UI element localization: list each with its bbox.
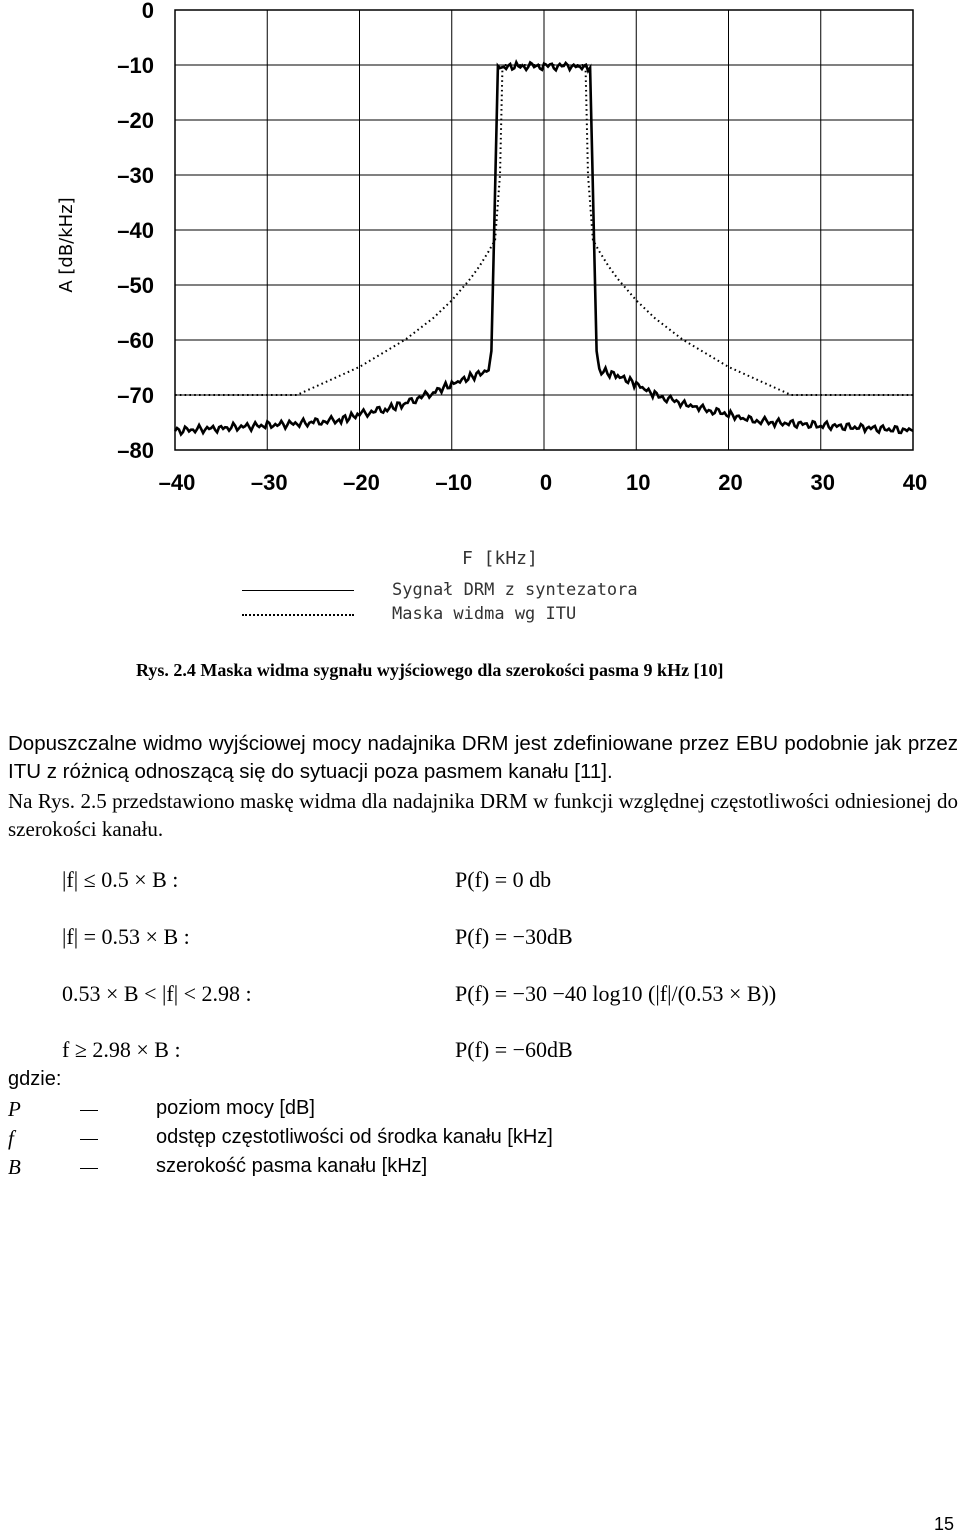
- y-tick-label: –30: [117, 163, 154, 188]
- legend-item-itu: [230, 604, 690, 626]
- equation-3-result: P(f) = −30 −40 log10 (|f|/(0.53 × B)): [455, 981, 777, 1006]
- x-tick-labels: [159, 470, 928, 495]
- definition-row-p: [8, 1097, 908, 1125]
- page-number: 15: [934, 1514, 955, 1534]
- definition-text: szerokość pasma kanału [kHz]: [156, 1155, 428, 1177]
- y-tick-label: –60: [117, 328, 154, 353]
- definition-dash: [80, 1139, 98, 1140]
- paragraph-2-text: Na Rys. 2.5 przedstawiono maskę widma dla nadajnika DRM w funkcji względnej częstotliwości odniesionej do szerokości kanału.: [8, 789, 958, 841]
- legend-item-drm: [230, 580, 690, 602]
- y-tick-label: –40: [117, 218, 154, 243]
- where-label: gdzie:: [8, 1068, 62, 1090]
- legend-label-drm: Sygnał DRM z syntezatora: [392, 580, 638, 600]
- chart-grid: [175, 10, 913, 450]
- equation-2-condition: |f| = 0.53 × B :: [62, 924, 190, 949]
- definition-symbol: B: [8, 1155, 21, 1179]
- definition-dash: [80, 1168, 98, 1169]
- paragraph-1: [8, 730, 958, 786]
- y-tick-label: 0: [141, 0, 154, 23]
- y-tick-label: –80: [117, 438, 154, 463]
- definition-row-f: [8, 1126, 908, 1154]
- equation-3-condition: 0.53 × B < |f| < 2.98 :: [62, 981, 252, 1006]
- definition-symbol: P: [8, 1097, 21, 1121]
- y-tick-labels: [117, 0, 154, 463]
- y-tick-label: –20: [117, 108, 154, 133]
- legend-label-itu: Maska widma wg ITU: [392, 604, 577, 624]
- x-tick-label: 30: [810, 470, 835, 495]
- definition-dash: [80, 1110, 98, 1111]
- y-axis-label: A [dB/kHz]: [56, 197, 77, 293]
- y-tick-label: –70: [117, 383, 154, 408]
- equation-4-result: P(f) = −60dB: [455, 1037, 573, 1062]
- x-tick-label: 40: [902, 470, 928, 495]
- definition-text: odstęp częstotliwości od środka kanału [kHz]: [156, 1126, 553, 1148]
- equation-1-condition: |f| ≤ 0.5 × B :: [62, 867, 179, 892]
- equation-4-condition: f ≥ 2.98 × B :: [62, 1037, 181, 1062]
- definition-row-b: [8, 1155, 908, 1183]
- equation-1-result: P(f) = 0 db: [455, 867, 552, 892]
- x-tick-label: –30: [250, 470, 288, 495]
- spectrum-chart: [0, 0, 960, 520]
- x-axis-label: F [kHz]: [462, 548, 538, 569]
- paragraph-2: [8, 787, 958, 843]
- x-tick-label: –40: [158, 470, 196, 495]
- legend-swatch-dotted: [242, 614, 354, 616]
- definition-symbol: f: [8, 1126, 14, 1150]
- paragraph-1-text: Dopuszczalne widmo wyjściowej mocy nadajnika DRM jest zdefiniowane przez EBU podobnie jak przez ITU z różnicą odnoszącą się do sytuacji poza pasmem kanału [11].: [8, 732, 958, 783]
- legend-swatch-solid: [242, 590, 354, 591]
- x-tick-label: –10: [435, 470, 473, 495]
- x-tick-label: 0: [539, 470, 553, 495]
- x-tick-label: 10: [626, 470, 651, 495]
- y-tick-label: –50: [117, 273, 154, 298]
- y-tick-label: –10: [117, 53, 154, 78]
- chart-legend: [230, 548, 690, 628]
- definition-text: poziom mocy [dB]: [156, 1097, 315, 1119]
- equation-2-result: P(f) = −30dB: [455, 924, 573, 949]
- x-tick-label: 20: [718, 470, 743, 495]
- figure-caption: Rys. 2.4 Maska widma sygnału wyjściowego dla szerokości pasma 9 kHz [10]: [136, 660, 724, 680]
- x-tick-label: –20: [343, 470, 380, 495]
